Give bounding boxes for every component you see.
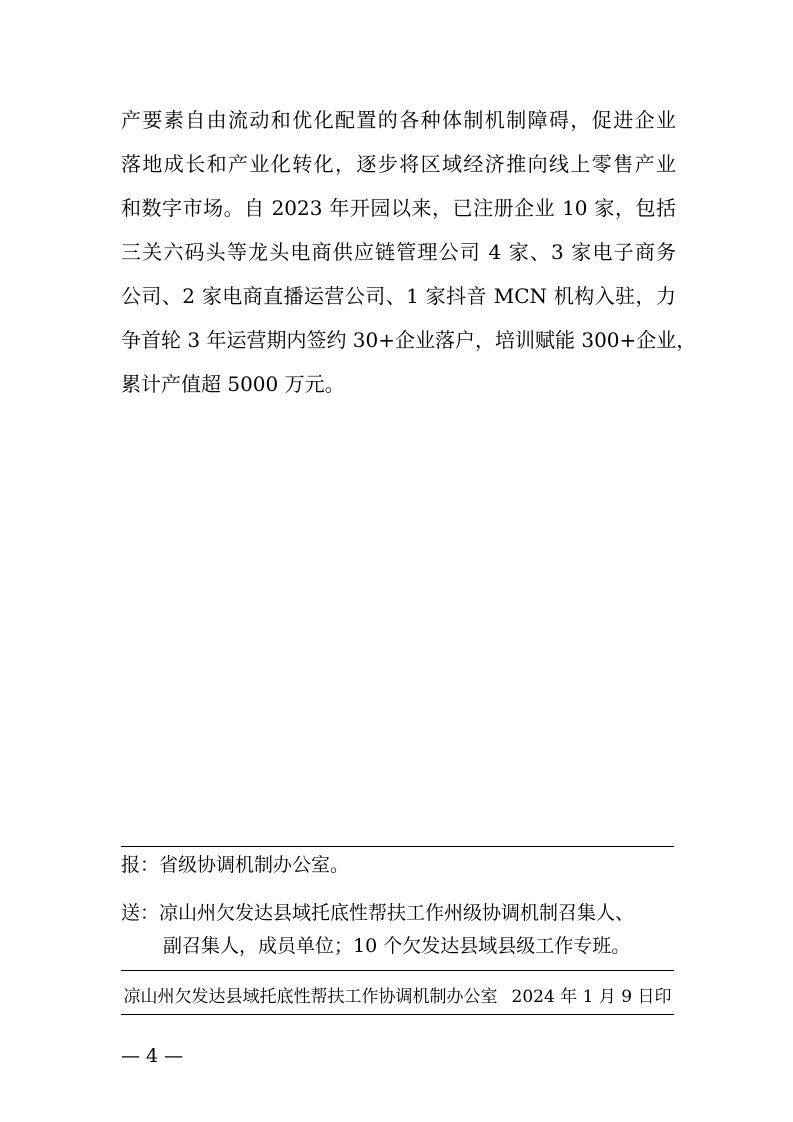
imprint-issuer: 凉山州欠发达县域托底性帮扶工作协调机制办公室 xyxy=(123,987,498,1007)
report-label: 报： xyxy=(121,854,160,876)
body-paragraph xyxy=(121,98,697,406)
send-recipients-line2: 副召集人，成员单位；10 个欠发达县域县级工作专班。 xyxy=(163,935,631,957)
report-recipients: 省级协调机制办公室。 xyxy=(159,854,350,876)
imprint-date: 2024 年 1 月 9 日印 xyxy=(511,987,672,1007)
send-recipients-line1: 凉山州欠发达县域托底性帮扶工作州级协调机制召集人、 xyxy=(159,902,635,924)
send-to-line xyxy=(121,898,696,928)
imprint-line xyxy=(121,982,674,1012)
page-number: — 4 — xyxy=(121,1045,184,1067)
body-line-6: 争首轮 3 年运营期内签约 30+企业落户，培训赋能 300+企业， xyxy=(121,328,697,352)
body-line-5: 公司、2 家电商直播运营公司、1 家抖音 MCN 机构入驻，力 xyxy=(121,284,676,308)
distribution-top-rule xyxy=(121,846,674,847)
report-to-line xyxy=(121,850,696,880)
imprint-top-rule xyxy=(121,970,674,971)
body-line-7: 累计产值超 5000 万元。 xyxy=(121,372,345,396)
body-line-3: 和数字市场。自 2023 年开园以来，已注册企业 10 家，包括 xyxy=(121,196,676,220)
body-line-4: 三关六码头等龙头电商供应链管理公司 4 家、3 家电子商务 xyxy=(121,240,676,264)
body-line-2: 落地成长和产业化转化，逐步将区域经济推向线上零售产业 xyxy=(121,152,676,176)
body-line-1: 产要素自由流动和优化配置的各种体制机制障碍，促进企业 xyxy=(121,108,676,132)
imprint-bottom-rule xyxy=(121,1014,674,1015)
send-label: 送： xyxy=(121,902,160,924)
